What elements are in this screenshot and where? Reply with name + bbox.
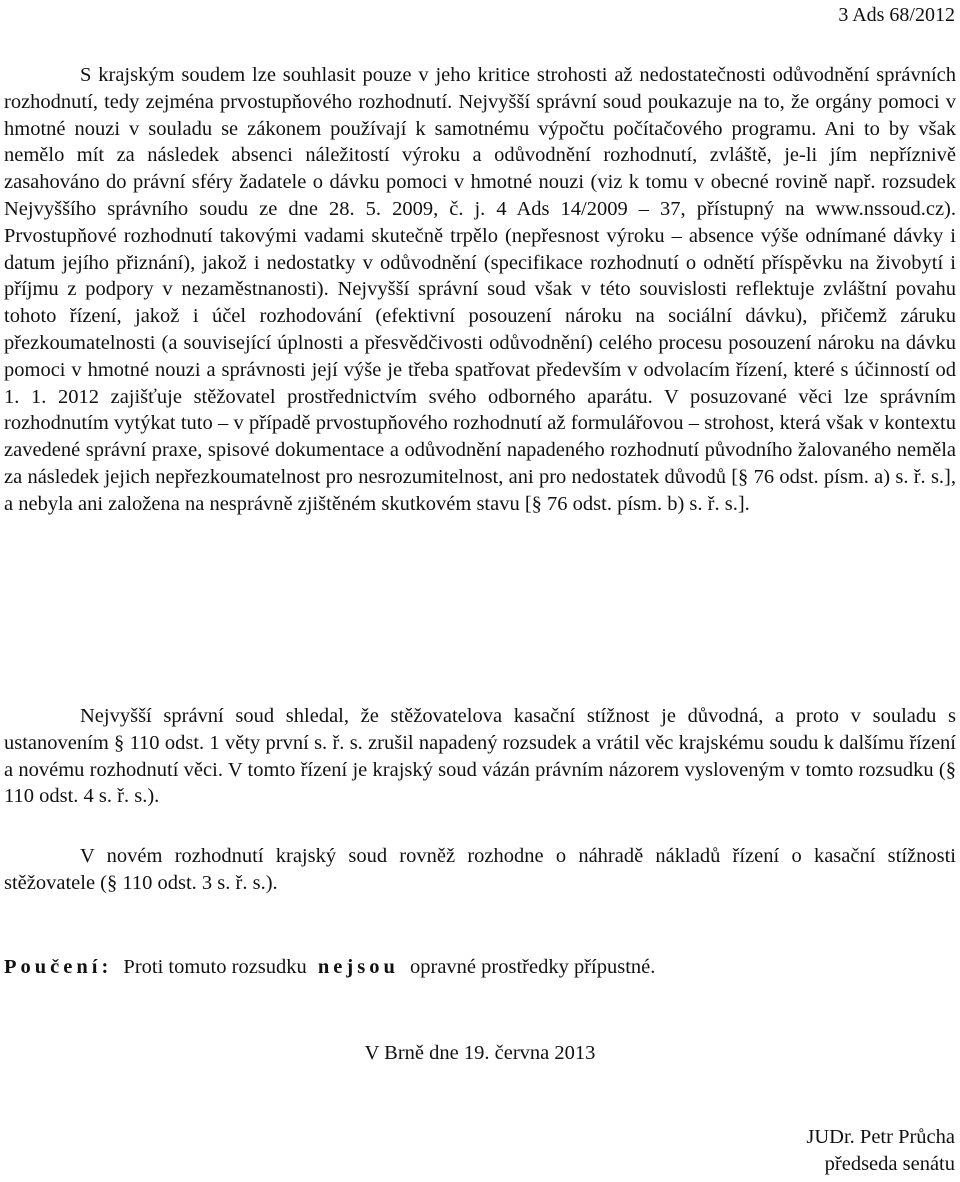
instruction-label: Poučení:: [4, 956, 113, 978]
instruction-emphasis: nejsou: [317, 956, 399, 978]
signature-block: [806, 1124, 955, 1178]
instruction-text-before: Proti tomuto rozsudku: [123, 956, 307, 978]
paragraph-decision: Nejvyšší správní soud shledal, že stěžovatelova kasační stížnost je důvodná, a proto v souladu s ustanovením § 110 odst. 1 věty první s. ř. s. zrušil napadený rozsudek a vrátil věc krajskému soudu k dalšímu řízení a novému rozhodnutí věci. V tomto řízení je krajský soud vázán právním názorem vysloveným v tomto rozsudku (§ 110 odst. 4 s. ř. s.).: [4, 705, 956, 808]
legal-instruction: [4, 954, 655, 981]
instruction-text-after: opravné prostředky přípustné.: [410, 956, 656, 978]
signatory-role: předseda senátu: [824, 1152, 955, 1175]
case-reference: 3 Ads 68/2012: [838, 4, 955, 26]
place-and-date: V Brně dne 19. června 2013: [364, 1042, 596, 1064]
paragraph-costs: V novém rozhodnutí krajský soud rovněž rozhodne o náhradě nákladů řízení o kasační stížnosti stěžovatele (§ 110 odst. 3 s. ř. s.).: [4, 845, 956, 894]
paragraph-reasoning: S krajským soudem lze souhlasit pouze v jeho kritice strohosti až nedostatečnosti odůvodnění správních rozhodnutí, tedy zejména prvostupňového rozhodnutí. Nejvyšší správní soud poukazuje na to, že orgány pomoci v hmotné nouzi v souladu se zákonem používají k samotnému výpočtu počítačového programu. Ani to by však nemělo mít za následek absenci náležitostí výroku a odůvodnění rozhodnutí, zvláště, je-li jím nepříznivě zasahováno do právní sféry žadatele o dávku pomoci v hmotné nouzi (viz k tomu v obecné rovině např. rozsudek Nejvyššího správního soudu ze dne 28. 5. 2009, č. j. 4 Ads 14/2009 – 37, přístupný na www.nssoud.cz). Prvostupňové rozhodnutí takovými vadami skutečně trpělo (nepřesnost výroku – absence výše odnímané dávky i datum jejího přiznání), jakož i nedostatky v odůvodnění (specifikace rozhodnutí o odnětí příspěvku na živobytí i příjmu z podpory v nezaměstnanosti). Nejvyšší správní soud však v této souvislosti reflektuje zvláštní povahu tohoto řízení, jakož i účel rozhodování (efektivní posouzení nároku na sociální dávku), přičemž záruku přezkoumatelnosti (a související úplnosti a přesvědčivosti odůvodnění) celého procesu posouzení nároku na dávku pomoci v hmotné nouzi a správnosti její výše je třeba spatřovat především v odvolacím řízení, které s účinností od 1. 1. 2012 zajišťuje stěžovatel prostřednictvím svého odborného aparátu. V posuzované věci lze správním rozhodnutím vytýkat tuto – v případě prvostupňového rozhodnutí až formulářovou – strohost, která však v kontextu zavedené správní praxe, spisové dokumentace a odůvodnění napadeného rozhodnutí původního žalovaného neměla za následek jejich nepřezkoumatelnost pro nesrozumitelnost, ani pro nedostatek důvodů [§ 76 odst. písm. a) s. ř. s.], a nebyla ani založena na nesprávně zjištěném skutkovém stavu [§ 76 odst. písm. b) s. ř. s.].: [4, 64, 956, 515]
signatory-name: JUDr. Petr Průcha: [806, 1126, 955, 1148]
